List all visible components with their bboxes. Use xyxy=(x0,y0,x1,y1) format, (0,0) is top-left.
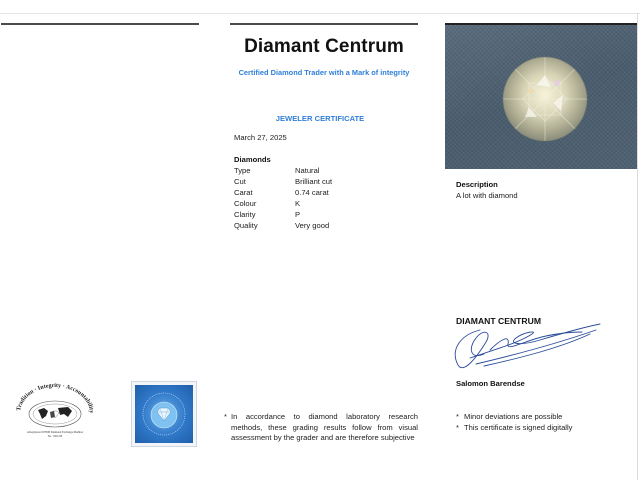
brand-tagline: Certified Diamond Trader with a Mark of integrity xyxy=(238,68,410,77)
middle-column-rule xyxy=(230,23,418,25)
notes-right xyxy=(456,412,626,433)
note-item xyxy=(456,412,626,423)
svg-text:No. 7491/1B: No. 7491/1B xyxy=(47,435,63,438)
bullet-asterisk: * xyxy=(456,412,459,421)
signer-name: Salomon Barendse xyxy=(456,379,525,388)
signature-company: DIAMANT CENTRUM xyxy=(456,316,541,326)
page-right-border xyxy=(637,13,638,480)
diamond-image-icon xyxy=(445,25,637,169)
certificate-date: March 27, 2025 xyxy=(234,133,287,142)
spec-row-carat xyxy=(234,187,414,198)
spec-value: Brilliant cut xyxy=(295,177,333,186)
diamond-seal-logo xyxy=(131,381,197,447)
note-text: Minor deviations are possible xyxy=(464,412,563,421)
bullet-asterisk: * xyxy=(224,412,227,421)
spec-value: Natural xyxy=(295,166,320,175)
bullet-asterisk: * xyxy=(456,422,459,432)
spec-value: K xyxy=(295,199,301,208)
description-text: A lot with diamond xyxy=(456,191,518,200)
spec-label: Quality xyxy=(234,221,258,230)
brand-title: Diamant Centrum xyxy=(244,36,404,57)
note-text: This certificate is signed digitally xyxy=(464,422,573,432)
spec-label: Type xyxy=(234,166,251,175)
spec-label: Cut xyxy=(234,177,246,186)
spec-value: 0.74 carat xyxy=(295,188,329,197)
spec-label: Clarity xyxy=(234,210,256,219)
note-item xyxy=(456,423,626,434)
wfdb-member-logo-icon xyxy=(10,381,100,441)
spec-value: P xyxy=(295,210,301,219)
spec-row-colour xyxy=(234,198,414,209)
assessment-note-text: In accordance to diamond laboratory research methods, these grading results follow from visual assessment by the grader and are therefore subjective xyxy=(231,412,418,442)
diamond-seal-icon xyxy=(135,385,193,443)
certificate-title: JEWELER CERTIFICATE xyxy=(275,114,365,123)
seal-badge xyxy=(135,385,193,443)
svg-text:A Registered WFDB Diamond Exch: A Registered WFDB Diamond Exchange Member xyxy=(26,431,84,434)
spec-row-clarity xyxy=(234,209,414,220)
description-heading: Description xyxy=(456,180,498,189)
assessment-note xyxy=(224,412,418,444)
left-column-rule xyxy=(1,23,199,25)
spec-label: Colour xyxy=(234,199,257,208)
svg-text:Tradition · Integrity · Accoun: Tradition · Integrity · Accountability xyxy=(16,382,95,414)
signature-icon xyxy=(450,320,610,380)
page-top-border xyxy=(0,13,640,14)
spec-row-cut xyxy=(234,176,414,187)
diamond-specs xyxy=(234,154,414,231)
diamond-photo xyxy=(445,23,637,169)
spec-row-quality xyxy=(234,220,414,231)
specs-heading: Diamonds xyxy=(234,155,271,164)
spec-label: Carat xyxy=(234,188,253,197)
spec-row-type xyxy=(234,165,414,176)
spec-value: Very good xyxy=(295,221,330,230)
